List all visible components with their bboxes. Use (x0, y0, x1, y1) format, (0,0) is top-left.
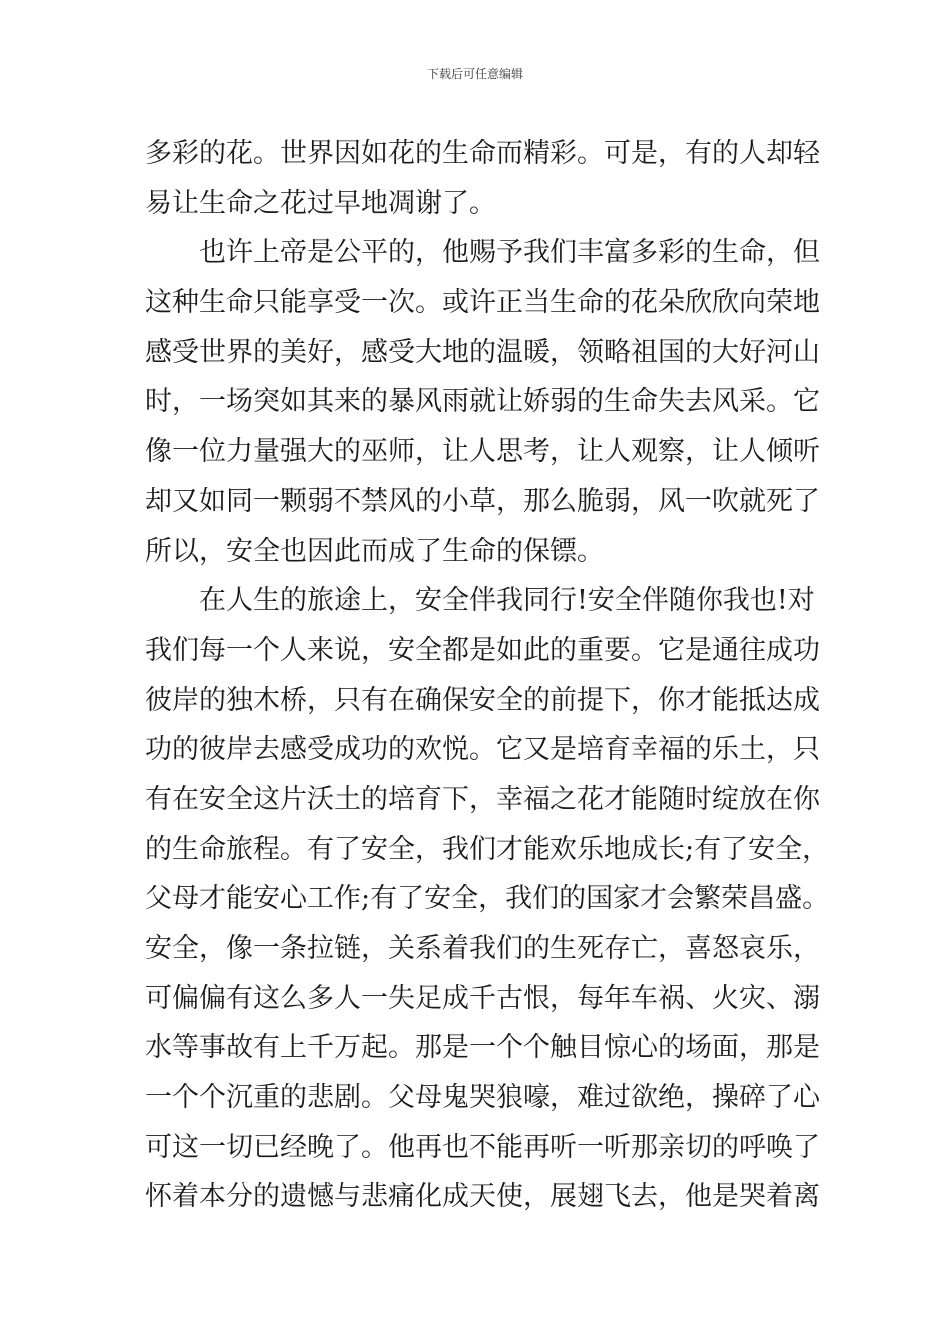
text-line: 水等事故有上千万起。那是一个个触目惊心的场面，那是 (145, 1032, 820, 1064)
paragraph-start-line: 也许上帝是公平的，他赐予我们丰富多彩的生命，但 (199, 237, 820, 269)
text-line: 我们每一个人来说，安全都是如此的重要。它是通往成功 (145, 634, 820, 666)
paragraph-start-line: 在人生的旅途上，安全伴我同行!安全伴随你我也!对 (199, 585, 815, 617)
text-line: 可这一切已经晚了。他再也不能再听一听那亲切的呼唤了 (145, 1131, 820, 1163)
document-body (145, 129, 830, 1222)
text-line: 有在安全这片沃土的培育下，幸福之花才能随时绽放在你 (145, 783, 820, 815)
text-line: 父母才能安心工作;有了安全，我们的国家才会繁荣昌盛。 (145, 883, 830, 915)
text-line: 却又如同一颗弱不禁风的小草，那么脆弱，风一吹就死了 (145, 485, 820, 517)
text-line: 像一位力量强大的巫师，让人思考，让人观察，让人倾听 (145, 436, 820, 468)
text-line: 可偏偏有这么多人一失足成千古恨，每年车祸、火灾、溺 (145, 982, 820, 1014)
text-line: 这种生命只能享受一次。或许正当生命的花朵欣欣向荣地 (145, 287, 820, 319)
text-line: 的生命旅程。有了安全，我们才能欢乐地成长;有了安全， (145, 833, 830, 865)
text-line: 所以，安全也因此而成了生命的保镖。 (145, 535, 604, 567)
text-line: 一个个沉重的悲剧。父母鬼哭狼嚎，难过欲绝，操碎了心 (145, 1082, 820, 1114)
text-line: 彼岸的独木桥，只有在确保安全的前提下，你才能抵达成 (145, 684, 820, 716)
text-line: 怀着本分的遗憾与悲痛化成天使，展翅飞去，他是哭着离 (145, 1181, 820, 1213)
text-line: 易让生命之花过早地凋谢了。 (145, 187, 496, 219)
text-line: 安全，像一条拉链，关系着我们的生死存亡，喜怒哀乐， (145, 933, 820, 964)
page-header: 下载后可任意编辑 (426, 67, 523, 81)
text-line: 功的彼岸去感受成功的欢悦。它又是培育幸福的乐土，只 (145, 734, 820, 766)
text-line: 多彩的花。世界因如花的生命而精彩。可是，有的人却轻 (145, 138, 820, 169)
text-line: 感受世界的美好，感受大地的温暖，领略祖国的大好河山 (145, 336, 820, 368)
text-line: 时，一场突如其来的暴风雨就让娇弱的生命失去风采。它 (145, 386, 820, 418)
